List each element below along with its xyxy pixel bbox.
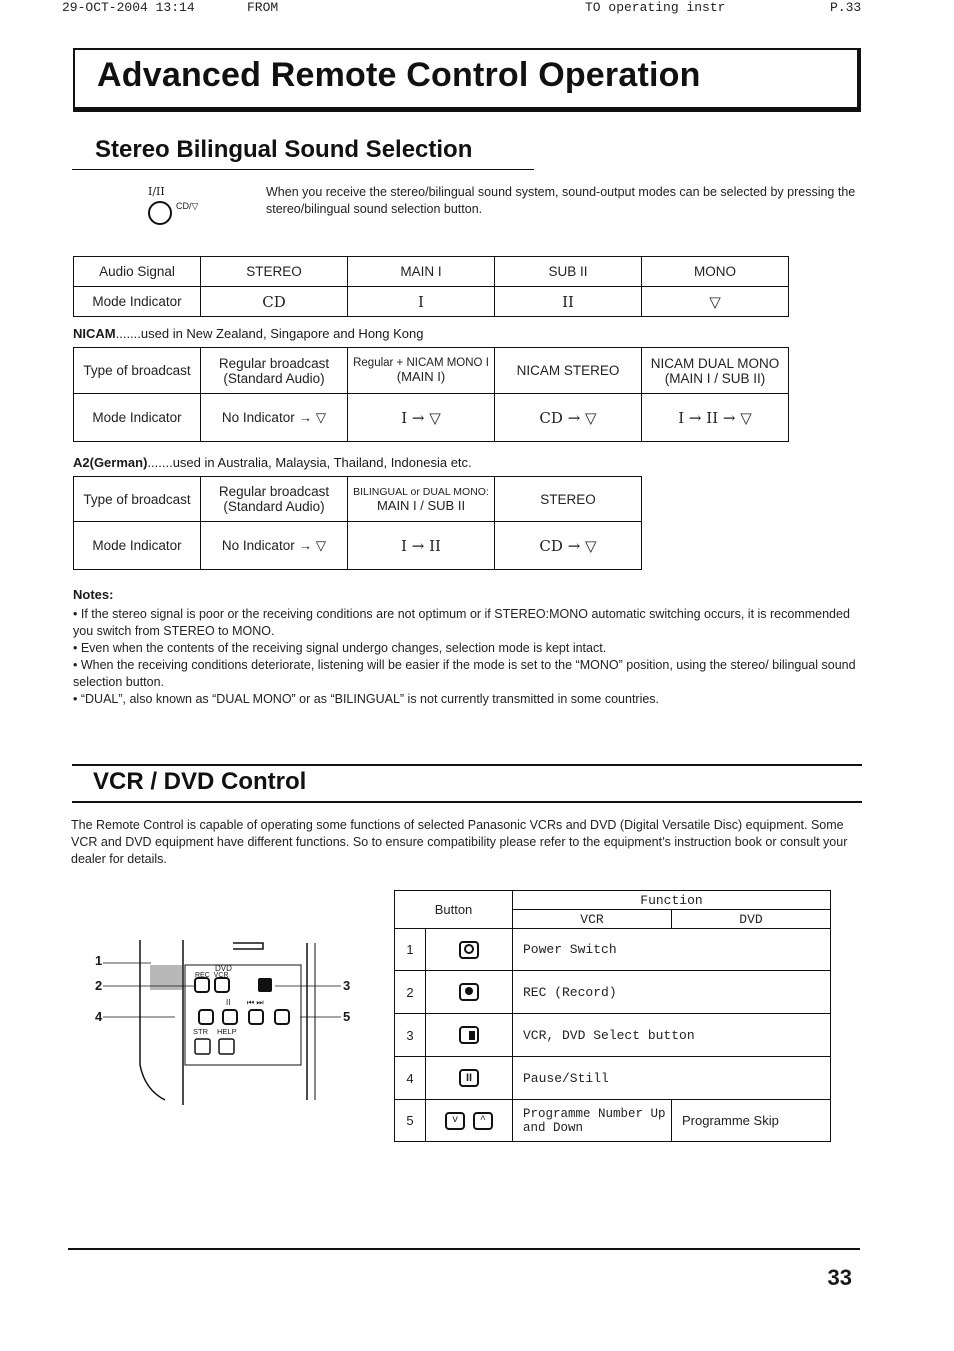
nicam-type-dual: NICAM DUAL MONO (MAIN I / SUB II) [642, 348, 789, 394]
row-number: 2 [395, 971, 426, 1014]
fax-page: P.33 [830, 0, 862, 15]
notes-title: Notes: [73, 587, 114, 602]
stereo-intro: When you receive the stereo/bilingual sound system, sound-output modes can be selected by pressing the stereo/bilingual sound selection button. [266, 185, 856, 216]
a2-line [73, 455, 472, 470]
fax-to: TO operating instr [585, 0, 726, 15]
rec-icon [426, 971, 513, 1014]
indicator-main: I [348, 287, 495, 317]
remote-dvd-label: DVD [215, 964, 232, 973]
stereo-button-label: I/II [148, 185, 165, 198]
nicam-ind-stereo: CD → ▽ [495, 394, 642, 442]
table-row [395, 971, 831, 1014]
row-number: 3 [395, 1014, 426, 1057]
remote-skip-label: ⏮ ⏭ [247, 998, 264, 1007]
vcr-heading: VCR / DVD Control [93, 768, 307, 795]
callout-2: 2 [95, 978, 103, 993]
vcr-dvd-select-icon [426, 1014, 513, 1057]
power-icon [426, 929, 513, 971]
button-header: Button [395, 891, 513, 929]
nicam-type-regular: Regular broadcast (Standard Audio) [201, 348, 348, 394]
audio-signal-table [73, 256, 789, 317]
indicator-mono: ▽ [642, 287, 789, 317]
a2-ind-bilingual: I → II [348, 522, 495, 570]
stereo-heading: Stereo Bilingual Sound Selection [95, 136, 473, 163]
footer-rule [68, 1248, 860, 1250]
note-item: • If the stereo signal is poor or the receiving conditions are not optimum or if STEREO:MONO automatic switching occurs, it is recommended you switch from STEREO to MONO. [73, 607, 850, 638]
function-text: VCR, DVD Select button [513, 1014, 831, 1057]
signal-stereo: STEREO [201, 257, 348, 287]
vcr-bottom-rule [72, 801, 862, 803]
remote-str-label: STR [193, 1027, 208, 1036]
remote-pause-label: II [226, 998, 231, 1007]
dvd-header: DVD [672, 910, 831, 929]
nicam-type-mono: Regular + NICAM MONO I (MAIN I) [348, 348, 495, 394]
pause-icon: II [426, 1057, 513, 1100]
a2-type-bilingual: BILINGUAL or DUAL MONO: MAIN I / SUB II [348, 477, 495, 522]
page-title: Advanced Remote Control Operation [97, 56, 701, 94]
remote-drawing [95, 935, 355, 1110]
vcr-intro: The Remote Control is capable of operating some functions of selected Panasonic VCRs and DVD (Digital Versatile Disc) equipment. Some VCR and DVD equipment have different functions. So to ensure compatibility please refer to the equipment’s instruction book or consult your dealer for details. [71, 818, 848, 866]
function-text: Power Switch [513, 929, 831, 971]
function-text: Pause/Still [513, 1057, 831, 1100]
callout-4: 4 [95, 1009, 103, 1024]
mode-indicator-label: Mode Indicator [74, 287, 201, 317]
nicam-mode-label: Mode Indicator [74, 394, 201, 442]
signal-sub: SUB II [495, 257, 642, 287]
indicator-stereo: CD [201, 287, 348, 317]
indicator-sub: II [495, 287, 642, 317]
signal-mono: MONO [642, 257, 789, 287]
a2-label: A2(German) [73, 455, 148, 470]
nicam-desc: .......used in New Zealand, Singapore and Hong Kong [115, 326, 424, 341]
nicam-table [73, 347, 789, 442]
page-number: 33 [827, 1265, 852, 1290]
nicam-line [73, 326, 423, 341]
a2-type-stereo: STEREO [495, 477, 642, 522]
table-row [395, 1057, 831, 1100]
a2-mode-label: Mode Indicator [74, 522, 201, 570]
table-row [395, 1100, 831, 1142]
function-header: Function [513, 891, 831, 910]
remote-rec-vcr-label: REC VCR [195, 972, 229, 979]
a2-type-label: Type of broadcast [74, 477, 201, 522]
a2-ind-regular: No Indicator → ▽ [201, 522, 348, 570]
note-item: • When the receiving conditions deteriorate, listening will be easier if the mode is set to the “MONO” position, using the stereo/ bilingual sound selection button. [73, 658, 856, 689]
nicam-type-label: Type of broadcast [74, 348, 201, 394]
fax-from: FROM [247, 0, 279, 15]
nicam-ind-regular: No Indicator → ▽ [201, 394, 348, 442]
a2-ind-stereo: CD → ▽ [495, 522, 642, 570]
a2-desc: .......used in Australia, Malaysia, Thailand, Indonesia etc. [147, 455, 472, 470]
stereo-heading-rule [72, 169, 534, 170]
dvd-function-text: Programme Skip [672, 1100, 831, 1142]
stereo-button-side-label: CD/▽ [176, 201, 199, 211]
callout-3: 3 [343, 978, 351, 993]
row-number: 1 [395, 929, 426, 971]
note-item: • “DUAL”, also known as “DUAL MONO” or as “BILINGUAL” is not currently transmitted in some countries. [73, 692, 660, 706]
vcr-top-rule [72, 764, 862, 766]
row-number: 4 [395, 1057, 426, 1100]
remote-illustration [95, 935, 355, 1110]
signal-main: MAIN I [348, 257, 495, 287]
table-row [395, 929, 831, 971]
nicam-type-stereo: NICAM STEREO [495, 348, 642, 394]
nicam-ind-mono: I → ▽ [348, 394, 495, 442]
vcr-function-text: Programme Number Up and Down [513, 1100, 672, 1142]
remote-help-label: HELP [217, 1027, 237, 1036]
function-text: REC (Record) [513, 971, 831, 1014]
fax-datetime: 29-OCT-2004 13:14 [62, 0, 195, 15]
note-item: • Even when the contents of the receiving signal undergo changes, selection mode is kept intact. [73, 641, 607, 655]
callout-5: 5 [343, 1009, 351, 1024]
callout-1: 1 [95, 953, 103, 968]
vcr-header: VCR [513, 910, 672, 929]
stereo-button-icon [148, 201, 172, 225]
skip-icons: v ^ [426, 1100, 513, 1142]
table-row [395, 1014, 831, 1057]
audio-signal-label: Audio Signal [74, 257, 201, 287]
row-number: 5 [395, 1100, 426, 1142]
a2-type-regular: Regular broadcast (Standard Audio) [201, 477, 348, 522]
nicam-label: NICAM [73, 326, 116, 341]
function-table [394, 890, 831, 1142]
notes-list [73, 606, 865, 708]
a2-table [73, 476, 642, 570]
nicam-ind-dual: I → II → ▽ [642, 394, 789, 442]
